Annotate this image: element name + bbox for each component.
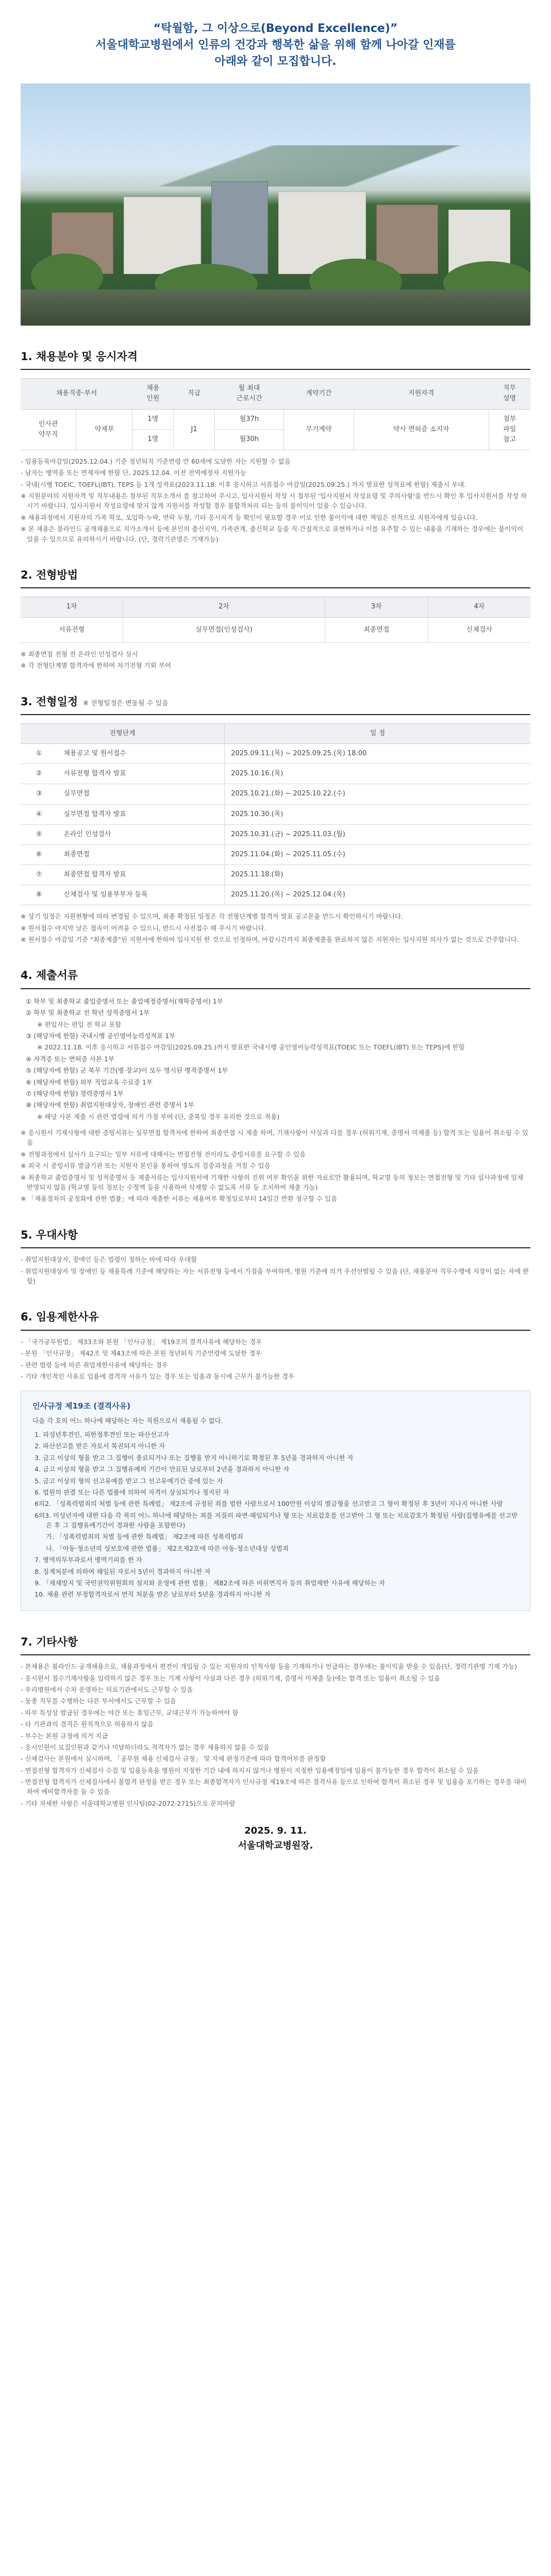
section-title: 5. 우대사항 — [21, 1227, 530, 1249]
document-item: ⑧ (해당자에 한함) 취업지원대상자, 장애인 관련 증명서 1부 — [26, 1101, 194, 1109]
misc-item: - 동종 직무를 수행하는 다른 부서에서도 근무할 수 있음 — [21, 1697, 176, 1705]
misc-item: - 응시인원이 모집인원과 같거나 미달하더라도 적격자가 없는 경우 채용하지 않을 수 있음 — [21, 1743, 270, 1751]
schedule-row — [21, 764, 530, 784]
note: - 임용등록마감일(2025.12.04.) 기준 정년퇴직 기준연령 만 60세에 도달한 자는 지원할 수 없음 — [21, 457, 291, 465]
section-process — [0, 567, 551, 671]
note: ※ 원서접수 마지막 날은 접속이 어려울 수 있으니, 반드시 사전접수 해 주시기 바랍니다. — [21, 924, 266, 932]
document-item: ④ 자격증 또는 면허증 사본 1부 — [26, 1055, 114, 1063]
schedule-date: 2025.10.21.(화) ~ 2025.10.22.(수) — [225, 784, 530, 804]
disqualification-item: 7. 병역의무부과로서 병역기피를 한 자 — [35, 1556, 142, 1564]
note: ※ 최종학교 졸업증명서 및 성적증명서 등 제출서류는 입사지원서에 기재한 사항의 진위 여부 확인을 위한 자료로만 활용되며, 학교명 등의 정보는 면접전형 및 기타 심사과정에 일체 반영되지 않음 (학교명 등의 정보는 수정액 등을 사용하여 삭제할 수 없도록 서류 등 조치하여 제출 가능) — [21, 1173, 524, 1191]
schedule-stage: 온라인 인성검사 — [57, 824, 224, 844]
disqualification-item: 6. 법원의 판결 또는 다른 법률에 의하여 자격이 상실되거나 정지된 자 — [35, 1488, 229, 1496]
dept-name: 약제부 — [76, 409, 132, 450]
box-title: 인사규정 제19조 (결격사유) — [32, 1401, 130, 1411]
misc-item: - 면접전형 합격자가 신체검사 수검 및 임용등록을 병원이 지정한 기간 내에 하지지 않거나 병원이 지정한 임용예정일에 임용이 불가능한 경우 합격이 취소될 수 있음 — [21, 1766, 479, 1774]
hero-slogan: “탁월함, 그 이상으로(Beyond Excellence)” — [153, 22, 398, 35]
document-subnote: ※ 편입자는 편입 전 학교 포함 — [37, 1020, 122, 1028]
process-table — [21, 597, 530, 642]
section-title: 4. 제출서류 — [21, 967, 530, 989]
step-name: 서류전형 — [21, 617, 123, 642]
note: ※ 외국 시 증빙서류 발급기관 또는 지원자 본인을 통하여 명도의 검증과정을 거칠 수 있음 — [21, 1162, 271, 1170]
process-notes — [21, 649, 530, 671]
step-head: 3차 — [325, 597, 428, 617]
col-qualification: 지원자격 — [354, 379, 489, 409]
col-contract: 계약기간 — [283, 379, 354, 409]
qualification: 약사 면허증 소지자 — [354, 409, 489, 450]
disqualification-item: 5. 금고 이상의 형의 선고유예를 받고 그 선고유예기간 중에 있는 자 — [35, 1477, 223, 1485]
schedule-stage: 서류전형 합격자 발표 — [57, 764, 224, 784]
col-hours: 월 최대 근로시간 — [215, 379, 284, 409]
restriction-item: - 관련 법령 등에 따른 취업제한사유에 해당하는 경우 — [21, 1361, 168, 1369]
signature-block — [21, 1824, 530, 1854]
section-documents — [0, 967, 551, 1204]
schedule-notes — [21, 911, 530, 944]
note: ※ 원서접수 마감일 기준 "최종제출"된 지원서에 한하여 입사지원 한 것으로 인정하며, 마감시간까지 최종제출을 완료하지 않은 지원자는 입사지원 의사가 없는 것으로 간주합니다. — [21, 936, 519, 944]
hours-1: 월37h — [215, 409, 284, 430]
positions-notes — [21, 456, 530, 544]
schedule-row — [21, 844, 530, 865]
positions-table — [21, 378, 530, 450]
schedule-table — [21, 723, 530, 905]
box-intro: 다음 각 호의 어느 하나에 해당하는 자는 직원으로서 채용될 수 없다. — [32, 1416, 223, 1425]
step-name: 최종면접 — [325, 617, 428, 642]
schedule-no: ④ — [21, 804, 57, 824]
misc-item: - 본채용은 블라인드 공개채용으로, 채용과정에서 편견이 개입될 수 있는 지원자의 인적사항 등을 기재하거나 언급하는 경우에는 불이익을 받을 수 있음(단, 경력기관명 기재 가능) — [21, 1663, 517, 1671]
disqualification-box — [21, 1391, 530, 1611]
misc-item: - 기타 자세한 사항은 서울대학교병원 인사팀(02-2072-2715)으로 문의바람 — [21, 1799, 236, 1807]
misc-item: - 따부 특성상 발급된 경우에는 야간 또는 휴일근무, 교대근무가 가능하여야 함 — [21, 1708, 239, 1717]
preference-list — [21, 1255, 530, 1286]
note: - 국내(시행 TOEIC, TOEFL(IBT), TEPS 등 1개 성적표(2023.11.18. 이후 응시하고 서류접수 마감일(2025.09.25.) 까지 발표한 성적표에 한함) 제출시 우대. — [21, 480, 466, 488]
job-description: 첨부 파일 참고 — [489, 409, 530, 450]
dept-category: 인사관 약무직 — [21, 409, 76, 450]
section-restrictions — [0, 1309, 551, 1611]
note: ※ 채용과정에서 지원자의 가족 학오, 오입학·누락, 연락 두절, 기타 응시자격 등 확인이 필요할 경우 이로 인한 불이익에 대한 책임은 전적으로 지원자에게 있습니다. — [21, 513, 478, 521]
document-item: ② 학부 및 최종학교 전 학년 성적증명서 1부 — [26, 1009, 150, 1017]
section-preference — [0, 1227, 551, 1286]
section-title — [21, 693, 530, 716]
step-head: 4차 — [428, 597, 530, 617]
col-grade: 직급 — [174, 379, 215, 409]
disqualification-item: 9. 「채채방지 및 국민권익위원회의 설치와 운영에 관한 법률」 제82조에 따른 비위면직자 등의 취업제한 사유에 해당하는 자 — [35, 1579, 385, 1587]
misc-item: - 부수는 본원 규정에 의거 지급 — [21, 1732, 108, 1740]
document-item: ⑤ (해당자에 한함) 군 복무 기간(병·장교)이 모두 명시된 병적증명서 1부 — [26, 1066, 228, 1075]
col-date: 일 정 — [225, 724, 530, 744]
schedule-no: ② — [21, 764, 57, 784]
misc-item: - 면접전형 합격자가 신체검사에서 불합격 판정을 받은 경우 또는 최종합격자가 인사규정 제19조에 따른 결격사유 등으로 인하여 합격이 취소된 경우 및 임용을 포기하는 경우를 대비하여 예비합격자를 둘 수 있음 — [21, 1778, 527, 1796]
hero-line-3: 아래와 같이 모집합니다. — [214, 55, 337, 68]
restrictions-list — [21, 1337, 530, 1382]
preference-item: - 취업지원대상자, 장애인 등은 법령이 정하는 바에 따라 우대함 — [21, 1256, 197, 1264]
section-positions — [0, 348, 551, 544]
documents-notes — [21, 1128, 530, 1204]
schedule-no: ③ — [21, 784, 57, 804]
schedule-date: 2025.10.31.(금) ~ 2025.11.03.(월) — [225, 824, 530, 844]
col-description: 직무 설명 — [489, 379, 530, 409]
misc-list — [21, 1662, 530, 1808]
schedule-row — [21, 784, 530, 804]
disqualification-item: 10. 채용 관련 부정합격자로서 면직 처분을 받은 날로부터 5년을 경과하지 아니한 자 — [35, 1590, 271, 1599]
count-2: 1명 — [132, 430, 174, 450]
documents-list — [21, 996, 530, 1122]
document-subnote: ※ 해당 사본 제출 시 관련 법령에 의거 가점 부여 (단, 중복일 경우 유리한 것으로 적용) — [37, 1112, 280, 1121]
note: ※ 전형과정에서 심사가 요구되는 일부 서류에 대해서는 면접전형 전이라도 증빙서류를 요구할 수 있음 — [21, 1150, 306, 1158]
hospital-campus-photo — [21, 83, 530, 326]
restriction-item: - 본원 「인사규정」 제42조 및 제43조에 따른 본원 정년퇴직 기준연령에 도달한 경우 — [21, 1349, 262, 1358]
document-subnote: ※ 2022.11.18. 이후 응시하고 서류접수 마감일(2025.09.25.)까지 발표한 국내시행 공인영어능력성적표(TOEIC 또는 TOEFL(IBT) 또는 TEPS)에 한함 — [37, 1043, 465, 1052]
restriction-item: - 기타 개인적인 사유로 임용에 결격자 사유가 있는 경우 또는 임용과 동시에 근무가 불가능한 경우 — [21, 1372, 295, 1381]
hero-heading — [21, 21, 530, 70]
disqualification-item: 8. 징계처분에 의하여 해임된 자로서 5년이 경과하지 아니한 자 — [35, 1567, 211, 1575]
misc-item: - 응시원서 접수기재사항을 입력하지 않은 경우 또는 기재 사항이 사실과 다른 경우 (허위기재, 증명서 미제출 등)에는 합격 또는 임용이 취소될 수 있음 — [21, 1674, 441, 1682]
schedule-stage: 채용공고 및 원서접수 — [57, 744, 224, 764]
disqualification-item: 4. 금고 이상의 형을 받고 그 집행유예의 기간이 만료된 날로부터 2년을 경과하지 아니한 자 — [35, 1465, 290, 1473]
schedule-stage: 신체검사 및 임용부부자 등록 — [57, 885, 224, 905]
disqualification-subitem: 나. 「아동·청소년의 성보호에 관한 법률」 제2조제2호에 따른 아동·청소년대상 성범죄 — [46, 1544, 289, 1552]
schedule-no: ⑥ — [21, 844, 57, 865]
misc-item: - 타 기관과의 겸직은 원칙적으로 허용하지 않음 — [21, 1720, 154, 1728]
step-name: 실무면접(인성검사) — [123, 617, 325, 642]
schedule-row — [21, 804, 530, 824]
note: ※ 응시원서 기재사항에 대한 증빙서류는 실무면접 합격자에 한하여 최종면접 시 제출 하며, 기재사항이 사실과 다를 경우 (허위기재, 증명서 미제출 등) 합격 또는 임용이 취소될 수 있음 — [21, 1129, 528, 1147]
note: ※ 「채용절차의 공정화에 관한 법률」에 따라 제출한 서류는 채용여부 확정일로부터 14일간 반환 청구할 수 있음 — [21, 1195, 338, 1203]
step-name: 신체검사 — [428, 617, 530, 642]
schedule-stage: 최종면접 합격자 발표 — [57, 865, 224, 885]
note: ※ 각 전형단계별 합격자에 한하여 차기전형 기회 부여 — [21, 662, 171, 670]
schedule-date: 2025.11.20.(목) ~ 2025.12.04.(목) — [225, 885, 530, 905]
document-item: ⑦ (해당자에 한함) 경력증명서 1부 — [26, 1089, 124, 1097]
schedule-row — [21, 744, 530, 764]
schedule-no: ⑧ — [21, 885, 57, 905]
schedule-stage: 실무면접 합격자 발표 — [57, 804, 224, 824]
note: ※ 본 채용은 블라인드 공개채용으로 지가소개서 등에 본인의 출신지역, 가족관계, 출신학교 등을 직·간접적으로 표현하거나 이를 유추할 수 있는 내용을 기재하는 경우에는 불이익이 있을 수 있으므로 유의하시기 바랍니다. (단, 경력기관명은 기재가능) — [21, 525, 524, 543]
document-item: ③ (해당자에 한함) 국내시행 공인영어능력성적표 1부 — [26, 1032, 176, 1040]
schedule-row — [21, 885, 530, 905]
misc-item: - 우리병원에서 수차 운영하는 의료기관에서도 근무할 수 있음 — [21, 1686, 193, 1693]
section-title: 2. 전형방법 — [21, 567, 530, 589]
misc-item: - 신체검사는 본원에서 실시하며, 「공무원 채용 신체검사 규정」 및 자체 판정기준에 따라 합격여부를 판정함 — [21, 1755, 326, 1763]
preference-item: - 취업지원대상자 및 장애인 등 채용특례 기준에 해당하는 자는 서류전형 등에서 가점을 부여하며, 병원 기준에 의거 우선선발될 수 있음 (단, 채용분야 직무수행에 지장이 없는 자에 한함) — [21, 1267, 529, 1285]
document-item: ① 학부 및 최종학교 졸업증명서 또는 졸업예정증명서(재학증명서) 1부 — [26, 997, 223, 1005]
schedule-row — [21, 824, 530, 844]
disqualification-item: 6의3. 미성년자에 대한 다음 각 목의 어느 하나에 해당하는 죄를 저질러 파면·해임되거나 형 또는 치료감호를 선고받아 그 형 또는 치료감호가 확정된 사람(집행유예를 선고받은 후 그 집행유예기간이 경과한 사람을 포함한다) — [35, 1511, 518, 1530]
grade: J1 — [174, 409, 215, 450]
disqualification-item: 6의2. 「성폭력범죄의 처벌 등에 관한 특례법」 제2조에 규정된 죄를 범한 사람으로서 100만원 이상의 벌금형을 선고받고 그 형이 확정된 후 3년이 지나지 아니한 사람 — [35, 1500, 503, 1508]
schedule-no: ⑤ — [21, 824, 57, 844]
disqualification-subitem: 가. 「성폭력범죄의 처벌 등에 관한 특례법」 제2조에 따른 성폭력범죄 — [46, 1533, 243, 1541]
document-item: ⑥ (해당자에 한함) 외부 직업교육 수료증 1부 — [26, 1078, 153, 1086]
restriction-item: - 「국가공무원법」 제33조와 본원 「인사규정」 제19조의 결격사유에 해당하는 경우 — [21, 1337, 262, 1346]
section-schedule — [0, 693, 551, 945]
disqualification-item: 3. 금고 이상의 형을 받고 그 집행이 종료되거나 또는 집행을 받지 아니하기로 확정된 후 5년을 경과하지 아니한 자 — [35, 1453, 354, 1462]
schedule-stage: 최종면접 — [57, 844, 224, 865]
disqualification-list — [32, 1430, 519, 1600]
note: ※ 상기 일정은 지원현황에 따라 변경될 수 있으며, 최종 확정된 일정은 각 전형단계별 합격자 발표 공고문을 반드시 확인하시기 바랍니다. — [21, 912, 403, 921]
step-head: 2차 — [123, 597, 325, 617]
notice-date: 2025. 9. 11. — [244, 1825, 307, 1837]
disqualification-item: 2. 파산선고를 받은 자로서 복권되지 아니한 자 — [35, 1442, 165, 1450]
col-stage: 전형단계 — [21, 724, 225, 744]
schedule-date: 2025.10.16.(목) — [225, 764, 530, 784]
step-head: 1차 — [21, 597, 123, 617]
section-title: 6. 임용제한사유 — [21, 1309, 530, 1331]
note: ※ 최종면접 전형 전 온라인 인성검사 실시 — [21, 650, 138, 658]
disqualification-item: 1. 피성년후견인, 피한정후견인 또는 파산선고자 — [35, 1431, 170, 1439]
section-misc — [0, 1634, 551, 1854]
schedule-date: 2025.09.11.(목) ~ 2025.09.25.(목) 18:00 — [225, 744, 530, 764]
hero-line-2: 서울대학교병원에서 인류의 건강과 행복한 삶을 위해 함께 나아갈 인재를 — [95, 38, 456, 52]
note: ※ 지원분야의 지원자격 및 직무내용은 첨부된 직무소개서 를 참고하여 주시고, 입사지원서 작성 시 첨부된 '입사지원서 작성요령 및 주의사항'을 반드시 확인 후 입사지원서를 작성 하시기 바랍니다. 입사지원서 작성요령에 맞지 않게 지원서를 작성할 경우 불합격처리 되는 등의 불이익이 있을 수 있습니다. — [21, 492, 527, 510]
schedule-stage: 실무면접 — [57, 784, 224, 804]
col-dept: 채용직종·부서 — [21, 379, 132, 409]
schedule-date: 2025.11.18.(화) — [225, 865, 530, 885]
col-count: 채용 인원 — [132, 379, 174, 409]
contract: 무기계약 — [283, 409, 354, 450]
count-1: 1명 — [132, 409, 174, 430]
schedule-no: ⑦ — [21, 865, 57, 885]
section-title: 1. 채용분야 및 응시자격 — [21, 348, 530, 370]
hero — [0, 0, 551, 70]
note: - 남자는 병역을 또는 면제자에 한함 단, 2025.12.04. 이전 전역예정자 지원가능 — [21, 469, 246, 477]
hours-2: 월30h — [215, 430, 284, 450]
section-title-text: 3. 전형일정 — [21, 695, 78, 708]
schedule-row — [21, 865, 530, 885]
schedule-date: 2025.11.04.(화) ~ 2025.11.05.(수) — [225, 844, 530, 865]
issuer: 서울대학교병원장. — [238, 1840, 313, 1851]
section-title: 7. 기타사항 — [21, 1634, 530, 1656]
schedule-date: 2025.10.30.(목) — [225, 804, 530, 824]
schedule-no: ① — [21, 744, 57, 764]
schedule-note: ※ 전형일정은 변동될 수 있음 — [83, 699, 169, 707]
